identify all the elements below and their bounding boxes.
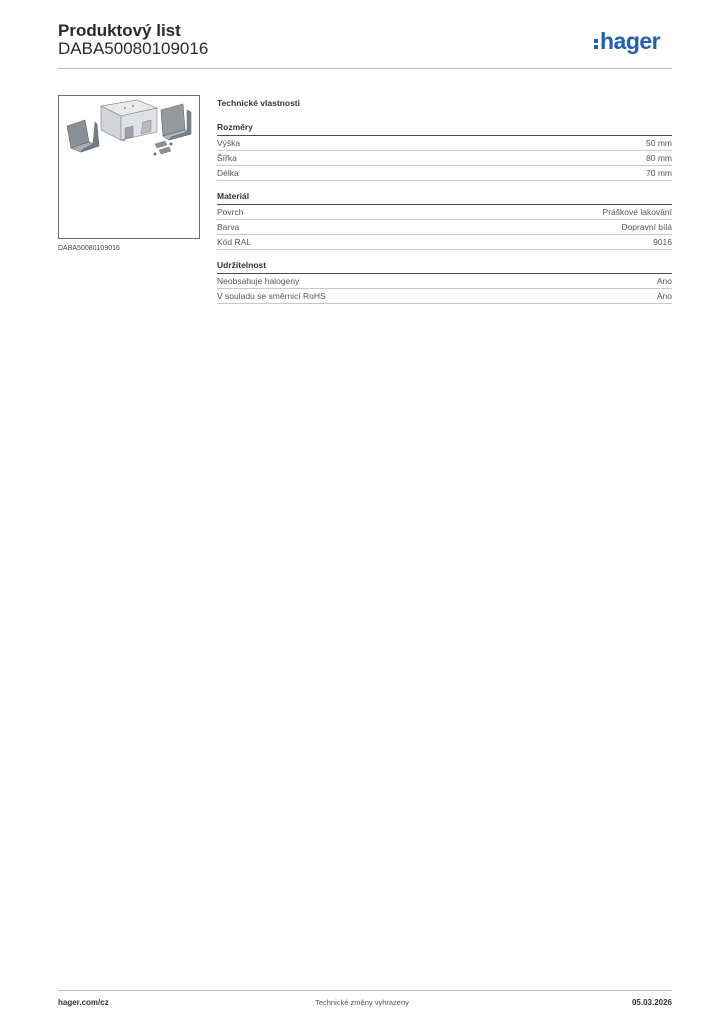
spec-label: Délka xyxy=(217,168,239,178)
footer-divider xyxy=(58,990,672,991)
product-code: DABA50080109016 xyxy=(58,39,209,58)
spec-row xyxy=(217,166,672,181)
spec-value: 70 mm xyxy=(646,168,672,178)
hager-logo xyxy=(594,28,660,55)
spec-row xyxy=(217,136,672,151)
spec-value: 9016 xyxy=(653,237,672,247)
spec-value: 80 mm xyxy=(646,153,672,163)
product-image-caption: DABA50080109016 xyxy=(58,245,120,252)
spec-value: 50 mm xyxy=(646,138,672,148)
spec-group-title: Materiál xyxy=(217,191,672,205)
spec-label: V souladu se směrnicí RoHS xyxy=(217,291,326,301)
spec-row xyxy=(217,289,672,304)
spec-value: Dopravní bílá xyxy=(621,222,672,232)
header-divider xyxy=(58,68,672,69)
spec-group-dimensions xyxy=(217,122,672,181)
spec-row xyxy=(217,274,672,289)
footer-website-link[interactable]: hager.com/cz xyxy=(58,998,109,1007)
spec-row xyxy=(217,151,672,166)
spec-group-sustainability xyxy=(217,260,672,304)
logo-colon-icon xyxy=(594,34,599,50)
logo-text: hager xyxy=(600,28,661,54)
spec-group-title: Udržitelnost xyxy=(217,260,672,274)
spec-row xyxy=(217,235,672,250)
spec-label: Výška xyxy=(217,138,241,148)
spec-row xyxy=(217,220,672,235)
cable-trunking-cover-icon xyxy=(59,96,199,238)
spec-value: Práškové lakování xyxy=(602,207,672,217)
footer-date: 05.03.2026 xyxy=(631,998,672,1007)
page-title: Produktový list xyxy=(58,21,181,40)
spec-label: Povrch xyxy=(217,207,244,217)
specs-heading: Technické vlastnosti xyxy=(217,98,300,108)
spec-label: Šířka xyxy=(217,153,237,163)
spec-group-title: Rozměry xyxy=(217,122,672,136)
spec-label: Barva xyxy=(217,222,240,232)
spec-label: Kód RAL xyxy=(217,237,252,247)
spec-label: Neobsahuje halogeny xyxy=(217,276,300,286)
spec-value: Ano xyxy=(656,291,672,301)
spec-row xyxy=(217,205,672,220)
technical-specifications xyxy=(217,96,672,304)
spec-group-material xyxy=(217,191,672,250)
spec-value: Ano xyxy=(656,276,672,286)
product-image xyxy=(58,95,200,239)
footer-note: Technické změny vyhrazeny xyxy=(315,998,409,1007)
